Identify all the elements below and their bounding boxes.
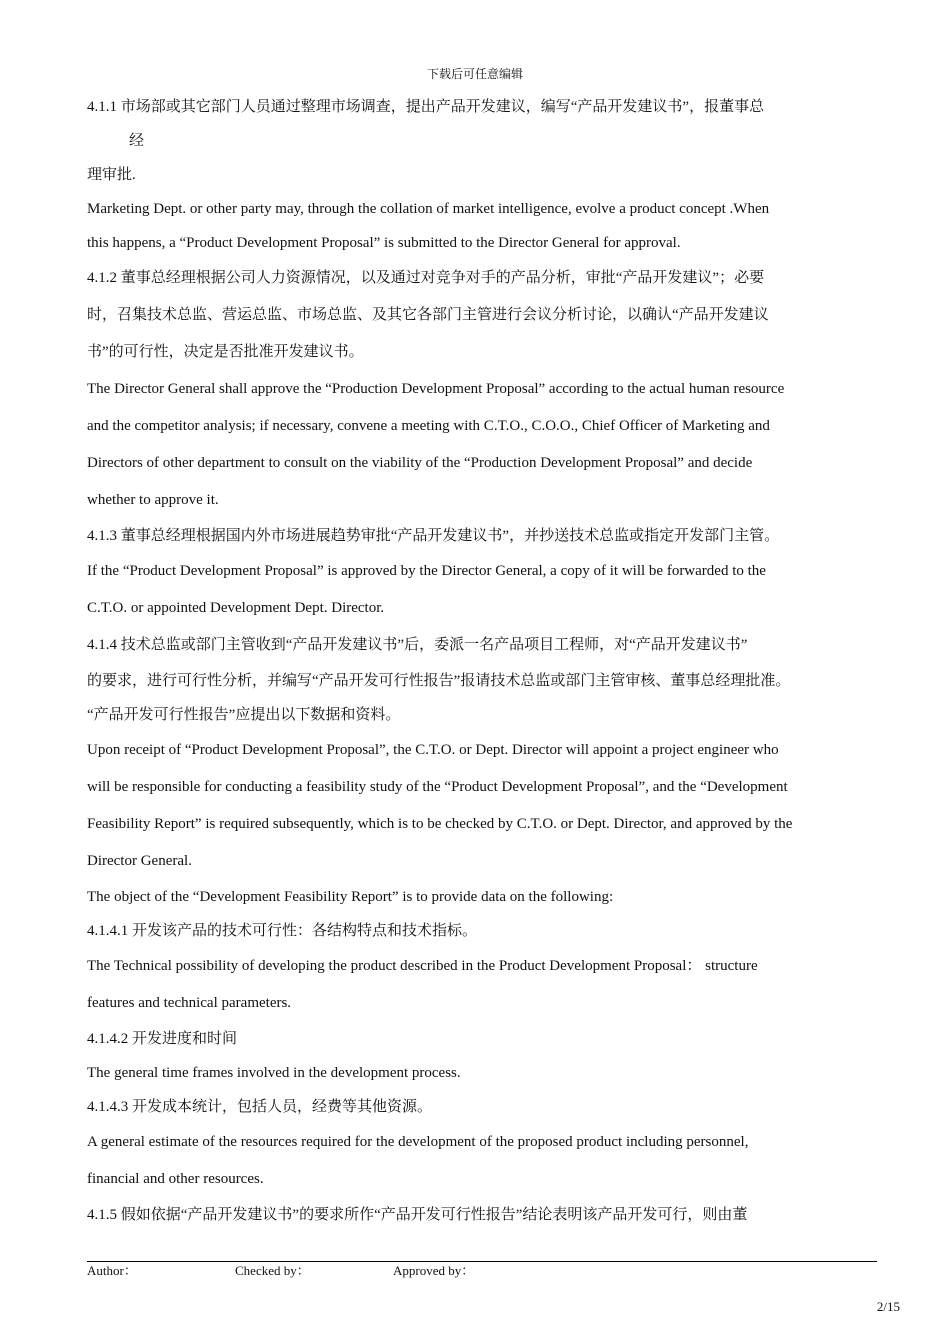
section-4-1-2-en-line2: and the competitor analysis; if necessary, convene a meeting with C.T.O., C.O.O., Chief Officer of Marketing and [87,418,770,434]
section-4-1-1-en-line1: Marketing Dept. or other party may, through the collation of market intelligence, evolve a product concept .When [87,201,770,217]
section-4-1-2-zh-line1: 4.1.2 董事总经理根据公司人力资源情况，以及通过对竞争对手的产品分析，审批“产品开发建议”；必要 [87,270,765,286]
section-4-1-4-zh-line3: “产品开发可行性报告”应提出以下数据和资料。 [87,707,401,723]
footer-approved-label: Approved by： [393,1263,475,1278]
section-4-1-1-en-line2: this happens, a “Product Development Proposal” is submitted to the Director General for approval. [87,235,681,251]
section-4-1-4-1-en-line2: features and technical parameters. [87,995,292,1011]
page-header-note: 下载后可任意编辑 [426,67,523,81]
section-4-1-3-en-line2: C.T.O. or appointed Development Dept. Director. [87,600,385,616]
section-4-1-2-en-line1: The Director General shall approve the “Production Development Proposal” according to the actual human resource [87,381,785,397]
document-body [87,90,877,1232]
section-4-1-4-en-line3: Feasibility Report” is required subsequently, which is to be checked by C.T.O. or Dept. Director, and approved by the [87,816,793,832]
section-4-1-2-en-line4: whether to approve it. [87,492,219,508]
section-4-1-4-zh-line2: 的要求，进行可行性分析，并编写“产品开发可行性报告”报请技术总监或部门主管审核、董事总经理批准。 [87,673,791,689]
section-4-1-4-2-en: The general time frames involved in the development process. [87,1065,461,1081]
section-4-1-4-en-line5: The object of the “Development Feasibility Report” is to provide data on the following: [87,889,614,905]
section-4-1-4-1-zh: 4.1.4.1 开发该产品的技术可行性：各结构特点和技术指标。 [87,923,478,939]
section-4-1-1-zh-line3: 理审批. [87,167,136,183]
section-4-1-4-zh-line1: 4.1.4 技术总监或部门主管收到“产品开发建议书”后，委派一名产品项目工程师，对“产品开发建议书” [87,637,748,653]
section-4-1-4-en-line4: Director General. [87,853,192,869]
section-4-1-1-zh-line2: 经 [129,133,145,149]
section-4-1-4-3-en-line1: A general estimate of the resources required for the development of the proposed product including personnel, [87,1134,749,1150]
footer-checked-label: Checked by： [235,1263,310,1278]
footer-author-label: Author： [87,1263,137,1278]
section-4-1-4-1-en-line1: The Technical possibility of developing the product described in the Product Development Proposal： structure [87,958,758,974]
section-4-1-4-en-line2: will be responsible for conducting a feasibility study of the “Product Development Proposal”, and the “Development [87,779,788,795]
section-4-1-4-en-line1: Upon receipt of “Product Development Proposal”, the C.T.O. or Dept. Director will appoint a project engineer who [87,742,779,758]
section-4-1-2-en-line3: Directors of other department to consult on the viability of the “Production Development Proposal” and decide [87,455,753,471]
section-4-1-2-zh-line2: 时，召集技术总监、营运总监、市场总监、及其它各部门主管进行会议分析讨论，以确认“产品开发建议 [87,307,769,323]
page-number: 2/15 [876,1299,900,1314]
section-4-1-3-en-line1: If the “Product Development Proposal” is approved by the Director General, a copy of it will be forwarded to the [87,563,766,579]
footer-divider [87,1261,877,1262]
section-4-1-1-zh-line1: 4.1.1 市场部或其它部门人员通过整理市场调查，提出产品开发建议，编写“产品开发建议书”，报董事总 [87,99,765,115]
section-4-1-3-zh: 4.1.3 董事总经理根据国内外市场进展趋势审批“产品开发建议书”，并抄送技术总监或指定开发部门主管。 [87,528,780,544]
section-4-1-2-zh-line3: 书”的可行性，决定是否批准开发建议书。 [87,344,364,360]
section-4-1-5-zh: 4.1.5 假如依据“产品开发建议书”的要求所作“产品开发可行性报告”结论表明该产品开发可行，则由董 [87,1207,748,1223]
section-4-1-4-3-zh: 4.1.4.3 开发成本统计，包括人员，经费等其他资源。 [87,1099,433,1115]
section-4-1-4-3-en-line2: financial and other resources. [87,1171,264,1187]
section-4-1-4-2-zh: 4.1.4.2 开发进度和时间 [87,1031,238,1047]
